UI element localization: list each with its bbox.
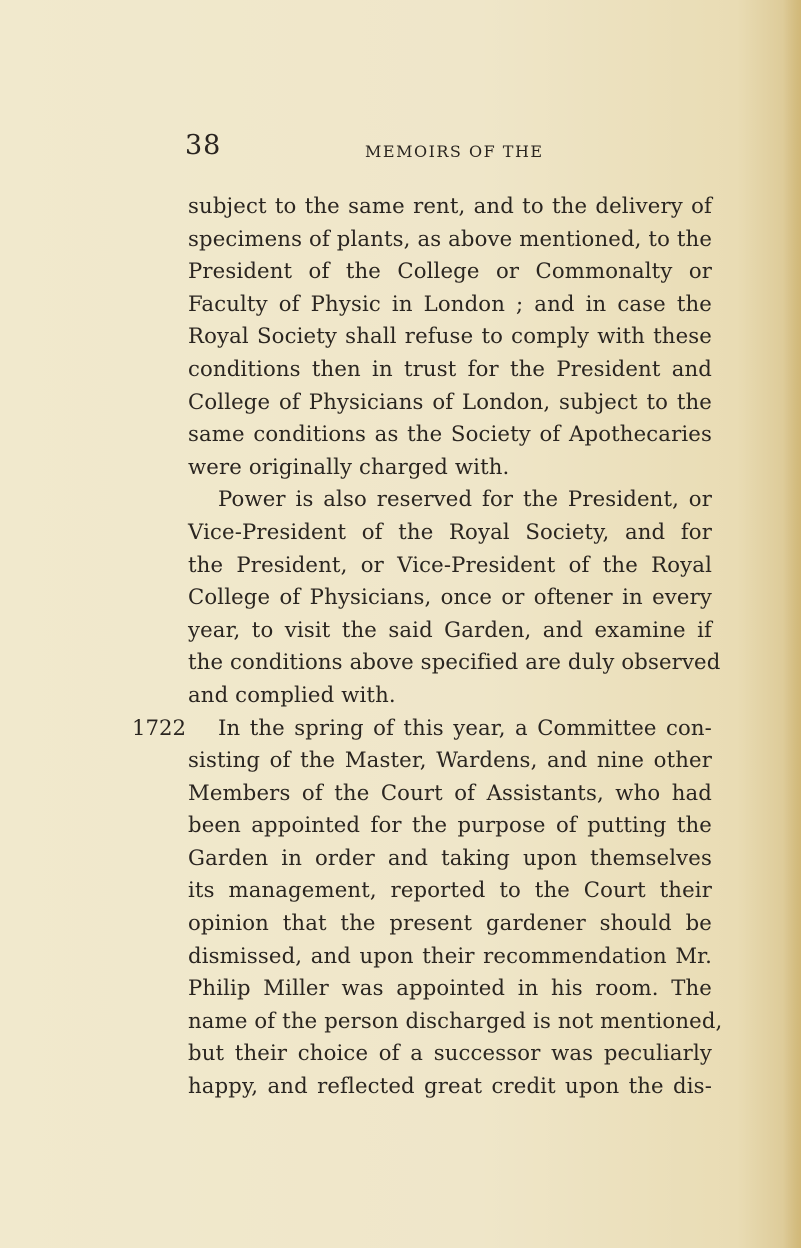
text-line: same conditions as the Society of Apothecaries — [188, 421, 712, 447]
text-line: Vice-President of the Royal Society, and for — [188, 518, 712, 544]
page-edge-shadow — [783, 0, 801, 1248]
text-line: been appointed for the purpose of putting the — [188, 812, 712, 838]
text-line: In the spring of this year, a Committee con- — [218, 714, 712, 740]
page-header — [0, 130, 801, 170]
text-line: Garden in order and taking upon themselves — [188, 844, 712, 870]
text-line: sisting of the Master, Wardens, and nine other — [188, 747, 712, 773]
text-line: dismissed, and upon their recommendation Mr. — [188, 942, 712, 968]
text-line: were originally charged with. — [188, 453, 510, 479]
text-line: name of the person discharged is not mentioned, — [188, 1007, 723, 1033]
text-line: the conditions above specified are duly observed — [188, 649, 721, 675]
text-line: the President, or Vice-President of the Royal — [188, 551, 712, 577]
margin-year-note: 1722 — [132, 714, 186, 740]
text-line: specimens of plants, as above mentioned, to the — [188, 225, 713, 251]
text-line: Royal Society shall refuse to comply with these — [188, 323, 712, 349]
text-line: happy, and reflected great credit upon the dis- — [188, 1073, 712, 1099]
text-line: College of Physicians of London, subject to the — [188, 388, 712, 414]
text-line: its management, reported to the Court their — [188, 877, 712, 903]
text-line: opinion that the present gardener should be — [188, 910, 712, 936]
text-line: Philip Miller was appointed in his room. The — [188, 975, 712, 1001]
running-head: MEMOIRS OF THE — [365, 142, 544, 161]
text-line: Faculty of Physic in London ; and in case the — [188, 290, 712, 316]
text-line: Members of the Court of Assistants, who had — [188, 779, 712, 805]
text-line: year, to visit the said Garden, and examine if — [188, 616, 712, 642]
text-line: College of Physicians, once or oftener in every — [188, 584, 712, 610]
text-line: Power is also reserved for the President, or — [218, 486, 712, 512]
page-number: 38 — [185, 130, 222, 161]
text-line: and complied with. — [188, 681, 396, 707]
text-line: President of the College or Commonalty or — [188, 258, 712, 284]
text-line: conditions then in trust for the President and — [188, 355, 712, 381]
text-line: but their choice of a successor was peculiarly — [188, 1040, 712, 1066]
text-line: subject to the same rent, and to the delivery of — [188, 193, 712, 218]
body-text — [188, 190, 723, 1103]
